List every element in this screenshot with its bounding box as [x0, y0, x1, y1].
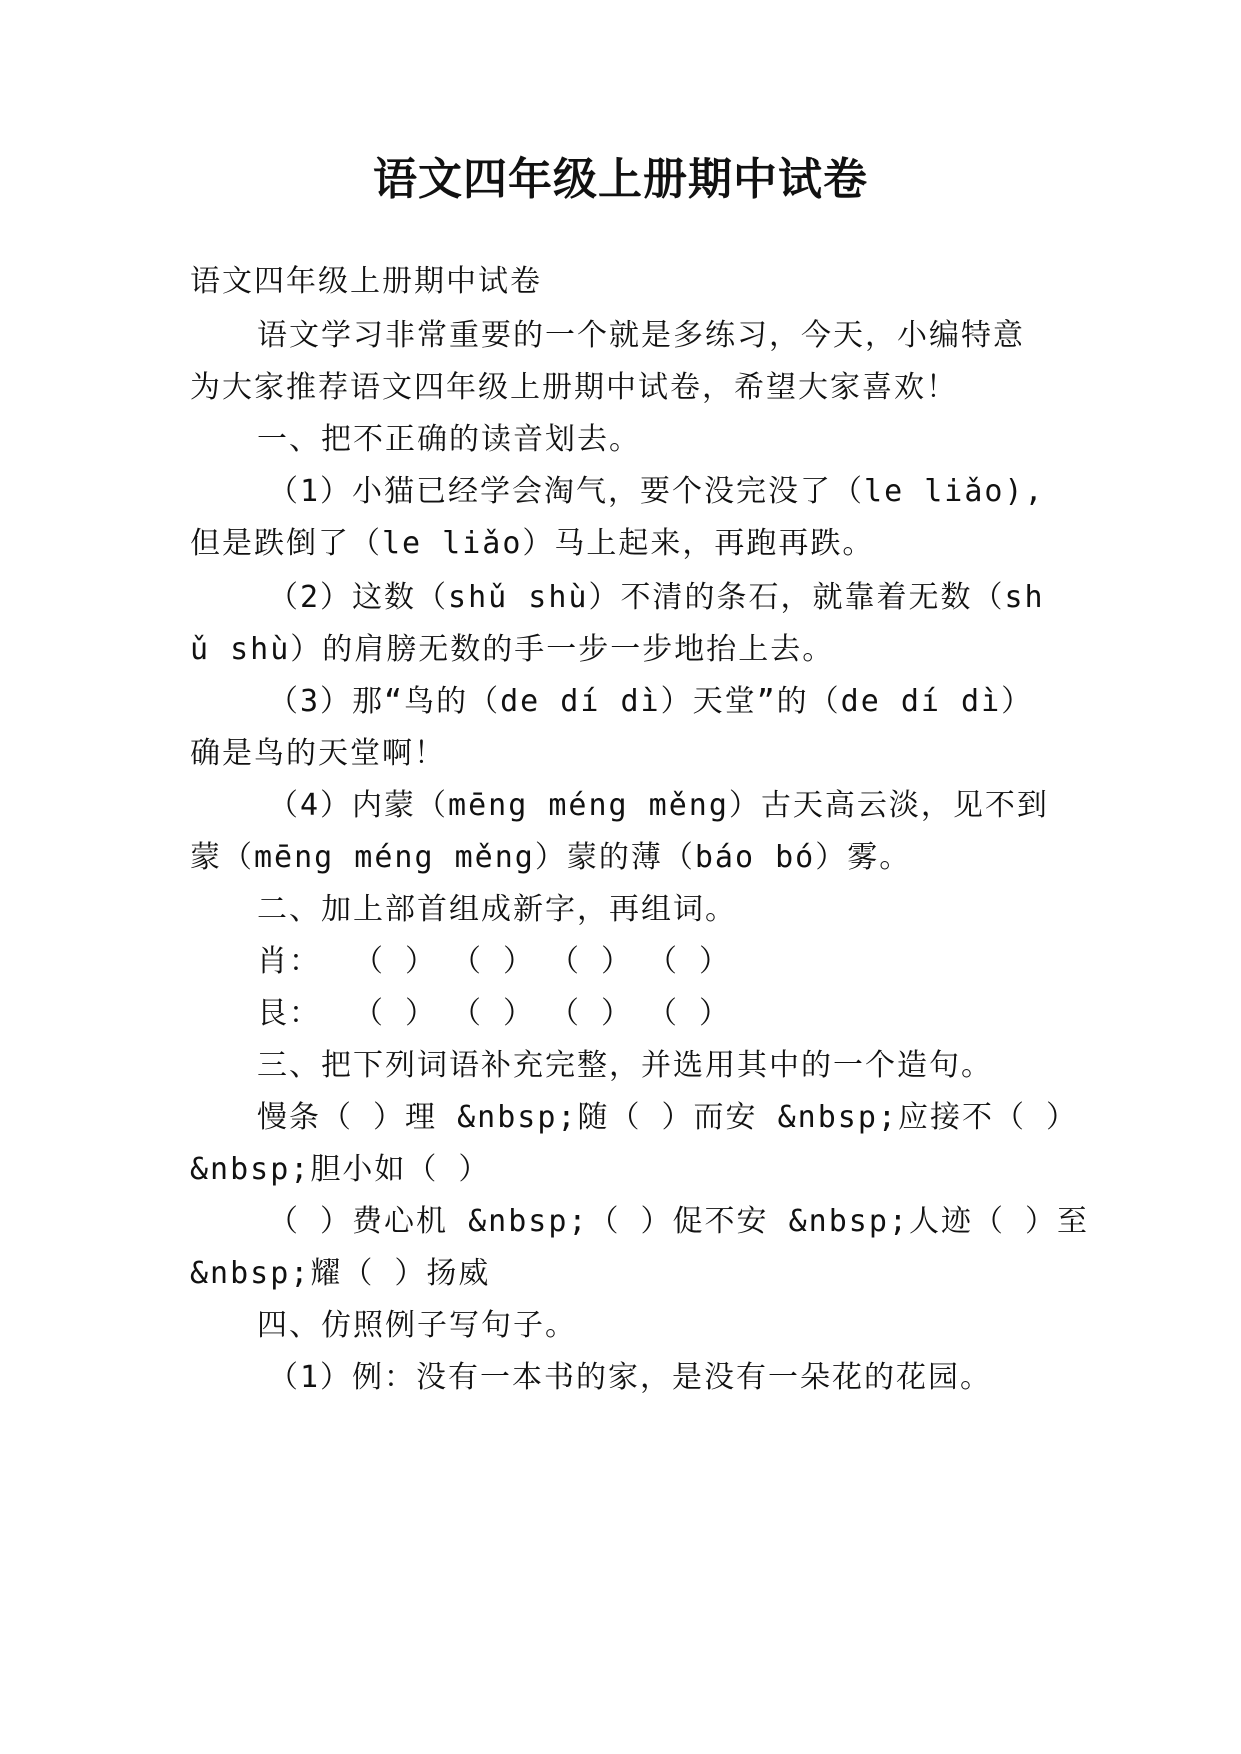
section-1-heading: 一、把不正确的读音划去。	[257, 422, 641, 457]
q4-1-example: （1）例：没有一本书的家，是没有一朵花的花园。	[268, 1360, 993, 1395]
q1-3-line-1: （3）那“鸟的（de dí dì）天堂”的（de dí dì）	[268, 684, 1034, 719]
idiom-line-4: &nbsp;耀（ ）扬威	[190, 1256, 491, 1291]
idiom-line-1: 慢条（ ）理 &nbsp;随（ ）而安 &nbsp;应接不（ ）	[257, 1100, 1079, 1135]
blank-paren: （ ）	[451, 996, 536, 1031]
blank-paren: （ ）	[353, 996, 438, 1031]
idiom-line-2: &nbsp;胆小如（ ）	[190, 1152, 491, 1187]
blank-paren: （ ）	[549, 944, 634, 979]
blank-paren: （ ）	[647, 944, 732, 979]
section-4-heading: 四、仿照例子写句子。	[257, 1308, 577, 1343]
section-3-heading: 三、把下列词语补充完整，并选用其中的一个造句。	[257, 1048, 993, 1083]
radical-label: 肖：	[257, 944, 321, 979]
intro-line-2: 为大家推荐语文四年级上册期中试卷，希望大家喜欢！	[190, 370, 958, 405]
blank-paren: （ ）	[451, 944, 536, 979]
q1-2-line-1: （2）这数（shǔ shù）不清的条石，就靠着无数（sh	[268, 580, 1045, 615]
q1-4-line-2: 蒙（mēng méng měng）蒙的薄（báo bó）雾。	[190, 840, 912, 875]
q1-1-line-1: （1）小猫已经学会淘气，要个没完没了（le liǎo),	[268, 474, 1045, 509]
blank-paren: （ ）	[353, 944, 438, 979]
intro-line-1: 语文学习非常重要的一个就是多练习，今天，小编特意	[257, 318, 1025, 353]
radical-label: 艮：	[257, 996, 321, 1031]
radical-row-gen	[257, 994, 745, 1034]
q1-4-line-1: （4）内蒙（mēng méng měng）古天高云淡，见不到	[268, 788, 1049, 823]
page-title: 语文四年级上册期中试卷	[373, 154, 868, 205]
q1-2-line-2: ǔ shù）的肩膀无数的手一步一步地抬上去。	[190, 632, 835, 667]
blank-paren: （ ）	[647, 996, 732, 1031]
idiom-line-3: （ ）费心机 &nbsp;（ ）促不安 &nbsp;人迹（ ）至	[268, 1204, 1090, 1239]
q1-1-line-2: 但是跌倒了（le liǎo）马上起来，再跑再跌。	[190, 526, 875, 561]
blank-paren: （ ）	[549, 996, 634, 1031]
section-2-heading: 二、加上部首组成新字，再组词。	[257, 892, 737, 927]
q1-3-line-2: 确是鸟的天堂啊！	[190, 736, 446, 771]
subtitle-line: 语文四年级上册期中试卷	[190, 264, 542, 299]
radical-row-xiao	[257, 942, 745, 982]
